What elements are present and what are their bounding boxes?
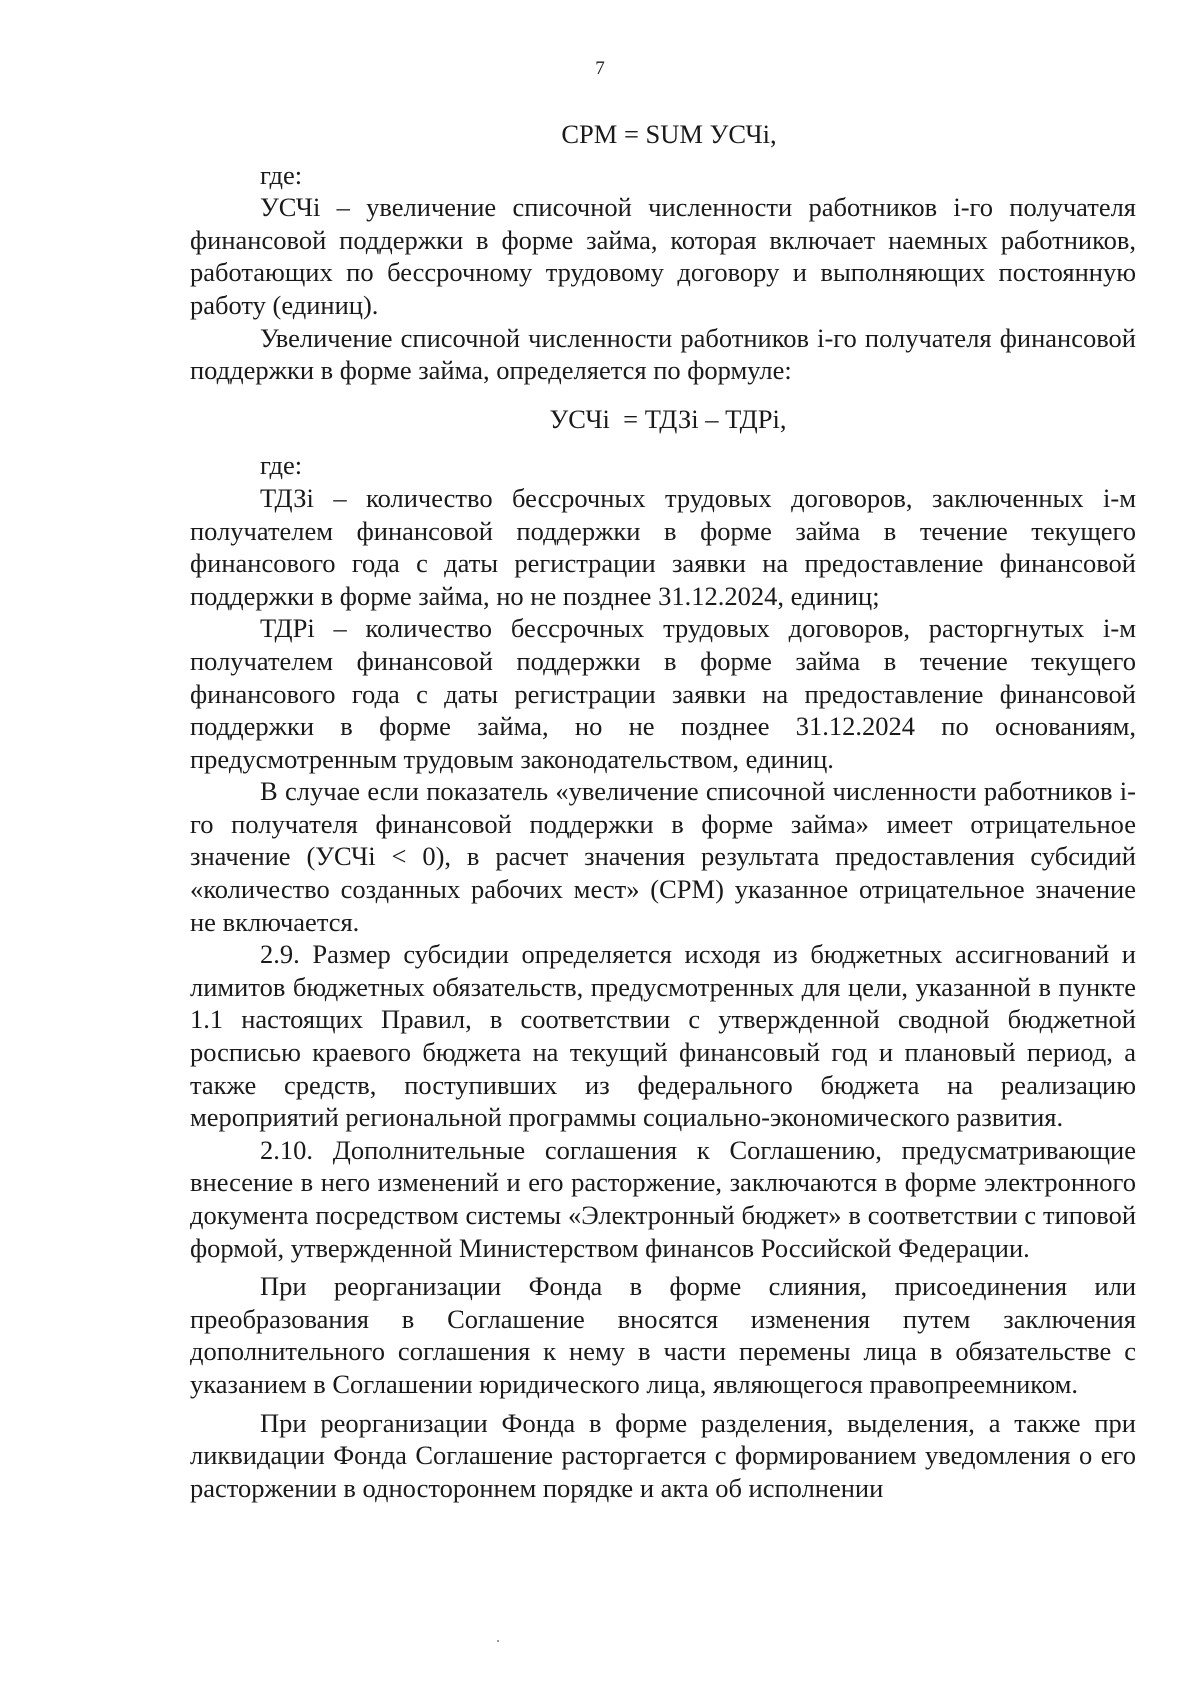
paragraph-usch-definition: УСЧi – увеличение списочной численности работников i-го получателя финансовой поддержки в форме займа, которая включает наемных работников, работающих по бессрочному трудовому договору и выполняющих постоянную работу (единиц). — [190, 192, 1136, 320]
paragraph-tdz-definition: ТДЗi – количество бессрочных трудовых договоров, заключенных i-м получателем финансовой поддержки в форме займа в течение текущего финансового года с даты регистрации заявки на предоставление финансовой поддержки в форме займа, но не позднее 31.12.2024, единиц; — [190, 482, 1136, 611]
scan-speck — [497, 1640, 499, 1642]
document-body — [190, 118, 1136, 1504]
paragraph-2-10: 2.10. Дополнительные соглашения к Соглашению, предусматривающие внесение в него изменений и его расторжение, заключаются в форме электронного документа посредством системы «Электронный бюджет» в соответствии с типовой формой, утвержденной Министерством финансов Российской Федерации. — [190, 1134, 1136, 1263]
where-label: где: — [260, 450, 303, 481]
formula-srm: СРМ = SUM УСЧi, — [561, 119, 777, 149]
paragraph-usch-formula-intro: Увеличение списочной численности работников i-го получателя финансовой поддержки в форме займа, определяется по формуле: — [190, 322, 1136, 386]
paragraph-reorganization-merge: При реорганизации Фонда в форме слияния, присоединения или преобразования в Соглашение вносятся изменения путем заключения дополнительного соглашения к нему в части перемены лица в обязательстве с указанием в Соглашении юридического лица, являющегося правопреемником. — [190, 1271, 1136, 1399]
page-number: 7 — [595, 58, 605, 79]
where-label: где: — [260, 159, 303, 190]
formula-usch: УСЧi = ТДЗi – ТДРi, — [549, 403, 787, 434]
paragraph-reorganization-split: При реорганизации Фонда в форме разделения, выделения, а также при ликвидации Фонда Соглашение расторгается с формированием уведомления о его расторжении в одностороннем порядке и акта об исполнении — [190, 1407, 1136, 1503]
paragraph-tdr-definition: ТДРi – количество бессрочных трудовых договоров, расторгнутых i-м получателем финансовой поддержки в форме займа в течение текущего финансового года с даты регистрации заявки на предоставление финансовой поддержки в форме займа, но не позднее 31.12.2024 по основаниям, предусмотренным трудовым законодательством, единиц. — [190, 613, 1136, 774]
paragraph-negative-value: В случае если показатель «увеличение списочной численности работников i-го получателя финансовой поддержки в форме займа» имеет отрицательное значение (УСЧi < 0), в расчет значения результата предоставления субсидий «количество созданных рабочих мест» (СРМ) указанное отрицательное значение не включается. — [190, 776, 1136, 937]
paragraph-2-9: 2.9. Размер субсидии определяется исходя из бюджетных ассигнований и лимитов бюджетных обязательств, предусмотренных для цели, указанной в пункте 1.1 настоящих Правил, в соответствии с утвержденной сводной бюджетной росписью краевого бюджета на текущий финансовый год и плановый период, а также средств, поступивших из федерального бюджета на реализацию мероприятий региональной программы социально-экономического развития. — [190, 939, 1136, 1133]
